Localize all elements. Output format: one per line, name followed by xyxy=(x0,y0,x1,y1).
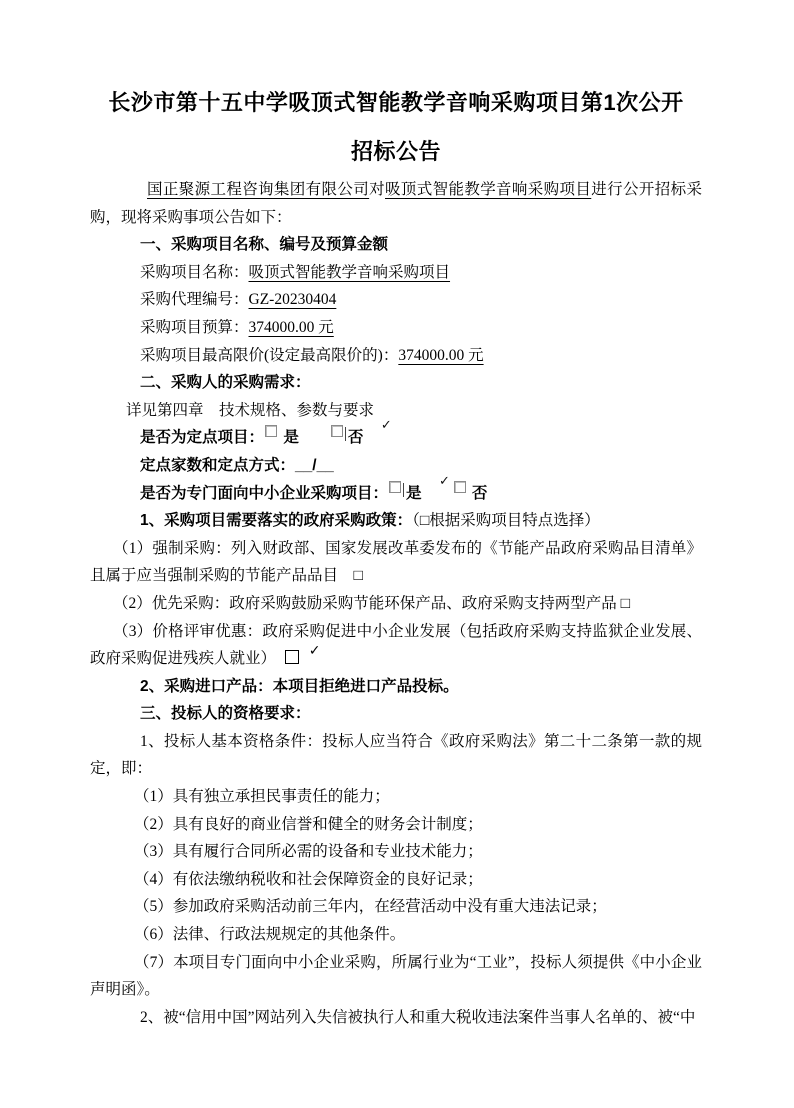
document-title-line-1 xyxy=(90,78,702,127)
agency-number-line xyxy=(90,286,702,314)
text-run: 2、采购进口产品：本项目拒绝进口产品投标。 xyxy=(140,677,459,695)
form-checkbox-unchecked-icon[interactable] xyxy=(454,481,466,493)
document-title-line-2 xyxy=(90,127,702,176)
text-run: 否 xyxy=(467,484,488,502)
document-body xyxy=(90,78,702,1031)
price-cap-line xyxy=(90,342,702,370)
text-run: 三、投标人的资格要求： xyxy=(140,705,311,723)
qualification-item-5 xyxy=(90,893,702,921)
text-run: 采购项目名称： xyxy=(140,263,249,281)
text-run: 国正聚源工程咨询集团有限公司 xyxy=(147,181,370,198)
text-run: 采购项目最高限价(设定最高限价的)： xyxy=(140,346,399,364)
text-run: 是 xyxy=(406,484,422,502)
import-products-line xyxy=(90,673,702,701)
text-run: （7）本项目专门面向中小企业采购，所属行业为“工业”，投标人须提供《中小企业声明函》。 xyxy=(90,953,702,999)
text-run: 一、采购项目名称、编号及预算金额 xyxy=(140,236,389,254)
text-run: 是 xyxy=(279,429,299,447)
qualification-item-3 xyxy=(90,838,702,866)
text-run: 招标公告 xyxy=(350,139,441,164)
qualification-item-7 xyxy=(90,949,702,1004)
text-run: __/__ xyxy=(295,456,334,474)
qualification-item-6 xyxy=(90,921,702,949)
qualification-item-1 xyxy=(90,783,702,811)
text-run: 是否为定点项目： xyxy=(140,429,265,447)
text-run: 进行公开招标采购，现将采购事项公告如下： xyxy=(90,181,702,226)
sme-question xyxy=(90,480,702,508)
policy-item-3 xyxy=(90,618,702,673)
text-run: 2、被“信用中国”网站列入失信被执行人和重大税收违法案件当事人名单的、被“中 xyxy=(140,1008,696,1026)
text-run: 采购代理编号： xyxy=(140,291,249,309)
text-run: （3）价格评审优惠：政府采购促进中小企业发展（包括政府采购支持监狱企业发展、政府采购促进残疾人就业） xyxy=(90,622,702,668)
text-run: （2）优先采购：政府采购鼓励采购节能环保产品、政府采购支持两型产品 □ xyxy=(113,594,630,612)
form-checkbox-checked-icon[interactable] xyxy=(331,425,343,437)
credit-china-line xyxy=(90,1004,702,1032)
text-run: 374000.00 元 xyxy=(248,318,334,336)
qualification-item-4 xyxy=(90,866,702,894)
text-run: （□根据采购项目特点选择） xyxy=(412,512,600,530)
text-run: 吸顶式智能教学音响采购项目 xyxy=(385,181,592,198)
policy-item-1 xyxy=(90,535,702,590)
intro-paragraph xyxy=(90,176,702,231)
fixed-point-question xyxy=(90,424,702,452)
budget-line xyxy=(90,314,702,342)
text-run: （1）强制采购：列入财政部、国家发展改革委发布的《节能产品政府采购品目清单》且属于应当强制采购的节能产品品目 □ xyxy=(90,539,702,585)
project-name-line xyxy=(90,259,702,287)
form-checkbox-unchecked-icon[interactable] xyxy=(265,425,277,437)
text-run: （2）具有良好的商业信誉和健全的财务会计制度； xyxy=(134,815,483,833)
text-run: （6）法律、行政法规规定的其他条件。 xyxy=(134,926,406,944)
see-chapter-line xyxy=(90,397,702,425)
text-run: 长沙市第十五中学吸顶式智能教学音响采购项目第1次公开 xyxy=(108,90,684,115)
section-heading-1 xyxy=(90,231,702,259)
section-heading-3 xyxy=(90,700,702,728)
text-run: （1）具有独立承担民事责任的能力； xyxy=(134,788,390,806)
text-run: 对 xyxy=(369,181,385,198)
text-run: （3）具有履行合同所必需的设备和专业技术能力； xyxy=(134,843,483,861)
text-run: 1、投标人基本资格条件：投标人应当符合《政府采购法》第二十二条第一款的规定，即： xyxy=(90,732,702,778)
form-checkbox-checked-icon[interactable] xyxy=(389,481,401,493)
text-run: GZ-20230404 xyxy=(248,291,337,309)
qualification-item-2 xyxy=(90,811,702,839)
policy-heading xyxy=(90,507,702,535)
text-run: 详见第四章 技术规格、参数与要求 xyxy=(126,401,375,419)
text-run: 定点家数和定点方式： xyxy=(140,456,296,474)
text-run: 否 xyxy=(347,429,364,447)
text-run: 采购项目预算： xyxy=(140,318,249,336)
text-run: 374000.00 元 xyxy=(398,346,484,364)
section-heading-2 xyxy=(90,369,702,397)
text-run: 是否为专门面向中小企业采购项目： xyxy=(140,484,389,502)
ballot-box-checked-icon xyxy=(285,650,299,664)
text-run: （5）参加政府采购活动前三年内，在经营活动中没有重大违法记录； xyxy=(134,898,607,916)
qualification-intro xyxy=(90,728,702,783)
text-run xyxy=(299,429,330,446)
text-run: 吸顶式智能教学音响采购项目 xyxy=(248,263,451,281)
text-run: 二、采购人的采购需求： xyxy=(140,374,311,392)
policy-item-2 xyxy=(90,590,702,618)
text-run: 1、采购项目需要落实的政府采购政策： xyxy=(140,512,413,530)
text-run: （4）有依法缴纳税收和社会保障资金的良好记录； xyxy=(134,870,483,888)
